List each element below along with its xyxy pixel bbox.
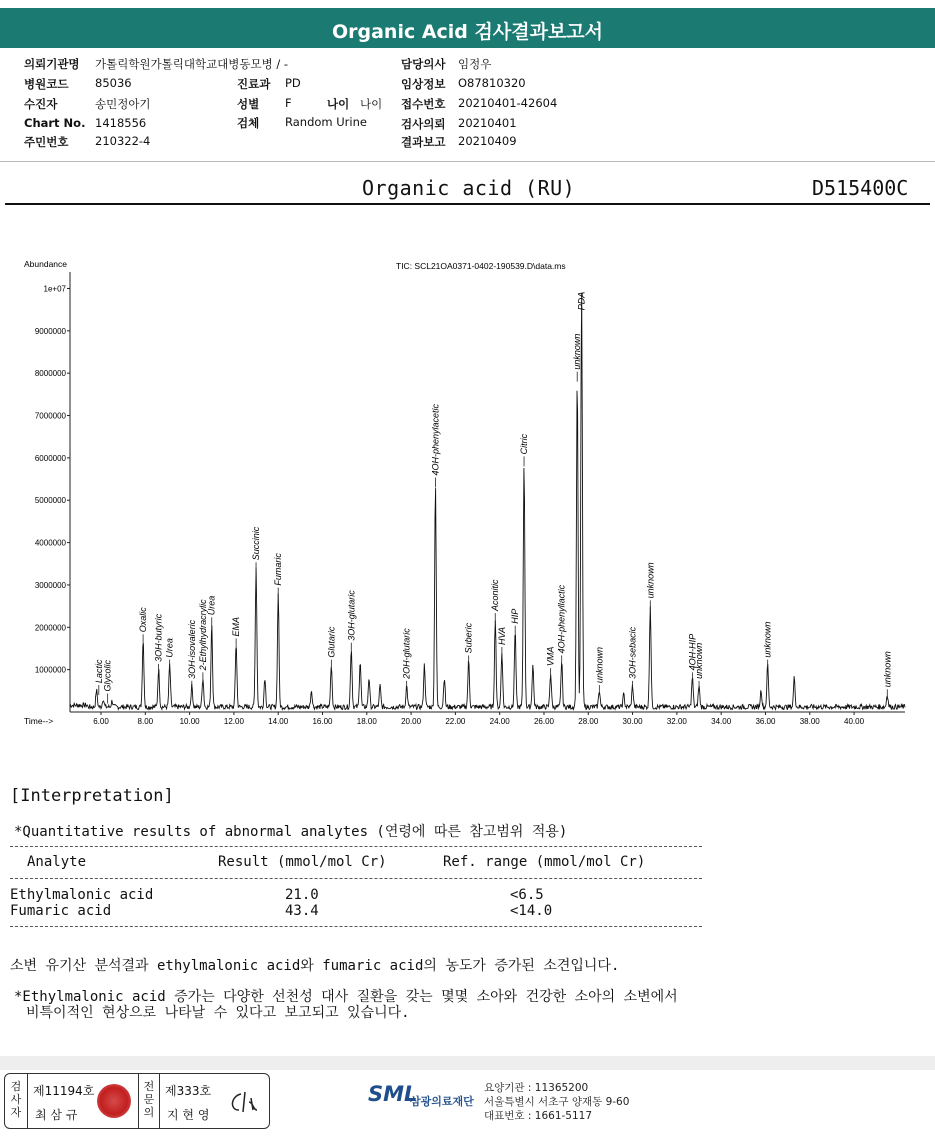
chart-xlabel: Time--> bbox=[24, 716, 54, 726]
peak-annotation bbox=[103, 660, 113, 704]
address: 서울특별시 서초구 양재동 9-60 bbox=[484, 1096, 630, 1108]
sample-label: 검체 bbox=[237, 116, 260, 130]
clinical-value: O87810320 bbox=[458, 76, 526, 90]
x-tick-label: 20.00 bbox=[401, 717, 422, 726]
chromatogram-chart bbox=[0, 250, 935, 740]
annotation-label: 2OH-glutaric bbox=[401, 628, 412, 679]
examiner-license: 제11194호 bbox=[33, 1084, 95, 1098]
annotation-label: Lactic bbox=[93, 659, 104, 684]
y-tick-label: 2000000 bbox=[34, 623, 66, 633]
x-tick-label: 24.00 bbox=[489, 717, 510, 726]
y-tick-label: 5000000 bbox=[34, 496, 66, 506]
annotation-label: 4OH-phenylacetic bbox=[430, 403, 441, 476]
result-value: 20210409 bbox=[458, 134, 517, 148]
y-tick-label: 7000000 bbox=[34, 411, 66, 421]
receipt-value: 20210401-42604 bbox=[458, 96, 558, 110]
y-tick-label: 4000000 bbox=[34, 538, 66, 548]
annotation-label: PDA bbox=[576, 291, 587, 311]
doctor-value: 임정우 bbox=[458, 57, 492, 71]
annotation-label: unknown bbox=[694, 642, 705, 679]
patient-info bbox=[0, 54, 935, 154]
peak-annotation bbox=[645, 562, 655, 610]
peak-annotation bbox=[154, 613, 164, 674]
dept-value: PD bbox=[285, 76, 301, 90]
org-info bbox=[484, 1081, 629, 1123]
peak-annotation bbox=[430, 403, 440, 487]
hospital-code-value: 85036 bbox=[95, 76, 132, 90]
annotation-label: 3OH-isovaleric bbox=[186, 619, 197, 679]
request-label: 검사의뢰 bbox=[401, 117, 446, 131]
chart-no-label: Chart No. bbox=[24, 116, 86, 130]
sample-value: Random Urine bbox=[285, 115, 367, 129]
y-tick-label: 3000000 bbox=[34, 580, 66, 590]
interpretation-comment: 소변 유기산 분석결과 ethylmalonic acid와 fumaric acid의 농도가 증가된 소견입니다. bbox=[10, 958, 620, 974]
annotation-label: EMA bbox=[231, 616, 242, 637]
interpretation-heading: [Interpretation] bbox=[10, 786, 174, 806]
signature-mark bbox=[227, 1088, 263, 1116]
annotation-label: 3OH-glutaric bbox=[346, 590, 357, 641]
x-tick-label: 22.00 bbox=[445, 717, 466, 726]
resident-no-label: 주민번호 bbox=[24, 135, 69, 149]
annotation-label: Suberic bbox=[463, 622, 474, 654]
row-analyte: Ethylmalonic acid bbox=[10, 887, 154, 903]
report-title: Organic Acid 검사결과보고서 bbox=[331, 21, 604, 43]
x-tick-label: 38.00 bbox=[799, 717, 820, 726]
annotation-label: Urea bbox=[206, 595, 217, 616]
y-tick-label: 8000000 bbox=[34, 369, 66, 379]
peak-annotation bbox=[187, 619, 197, 691]
peak-annotation bbox=[628, 626, 638, 691]
annotation-label: Succinic bbox=[251, 526, 262, 561]
peak-annotation bbox=[231, 617, 241, 649]
age-value: 나이 bbox=[360, 97, 383, 111]
specialist-name: 지 현 영 bbox=[167, 1108, 210, 1122]
col-ref: Ref. range (mmol/mol Cr) bbox=[443, 854, 646, 870]
specimen-value: 송민정아기 bbox=[95, 97, 151, 111]
peak-annotation bbox=[557, 584, 567, 665]
institution-label: 의뢰기관명 bbox=[24, 57, 80, 71]
y-tick-label: 9000000 bbox=[34, 326, 66, 336]
annotation-label: HIP bbox=[510, 608, 521, 624]
scan-title: Organic acid (RU) bbox=[362, 176, 576, 200]
row-ref: <6.5 bbox=[510, 887, 544, 903]
sex-value: F bbox=[285, 96, 292, 110]
annotation-label: Glycolic bbox=[102, 660, 113, 692]
peak-annotation bbox=[165, 638, 175, 670]
annotation-label: 3OH-butyric bbox=[153, 613, 164, 662]
annotation-label: unknown bbox=[882, 651, 893, 688]
annotation-label: unknown bbox=[645, 562, 656, 599]
table-bottom-rule bbox=[10, 926, 702, 927]
annotation-label: Urea bbox=[164, 638, 175, 658]
peak-annotation bbox=[763, 622, 773, 670]
peak-annotation bbox=[402, 628, 412, 691]
x-tick-label: 32.00 bbox=[666, 717, 687, 726]
y-tick-label: 1e+07 bbox=[43, 284, 66, 294]
doctor-label: 담당의사 bbox=[401, 57, 446, 71]
row-analyte: Fumaric acid bbox=[10, 903, 112, 919]
interpretation-note: *Quantitative results of abnormal analytes (연령에 따른 참고범위 적용) bbox=[14, 824, 568, 840]
specimen-label: 수진자 bbox=[24, 97, 58, 111]
annotation-label: unknown bbox=[762, 621, 773, 658]
peak-annotation bbox=[594, 647, 604, 695]
report-header bbox=[0, 8, 935, 48]
annotation-label: Glutaric bbox=[326, 626, 337, 658]
x-tick-label: 40.00 bbox=[844, 717, 865, 726]
peak-annotation bbox=[497, 627, 507, 657]
x-tick-label: 10.00 bbox=[179, 717, 200, 726]
chart-title: TIC: SCL21OA0371-0402-190539.D\data.ms bbox=[396, 261, 566, 271]
note-line: 비특이적인 현상으로 나타날 수 있다고 보고되고 있습니다. bbox=[26, 1005, 410, 1021]
annotation-label: unknown bbox=[572, 333, 583, 370]
row-ref: <14.0 bbox=[510, 903, 553, 919]
peak-annotation bbox=[346, 590, 356, 653]
x-tick-label: 28.00 bbox=[578, 717, 599, 726]
peak-annotation bbox=[577, 292, 587, 323]
y-tick-label: 1000000 bbox=[34, 665, 66, 675]
note-line: *Ethylmalonic acid 증가는 다양한 선천성 대사 질환을 갖는 몇몇 소아와 건강한 소아의 소변에서 bbox=[14, 989, 678, 1005]
peak-annotation bbox=[519, 433, 529, 466]
x-tick-label: 14.00 bbox=[268, 717, 289, 726]
examiner-name: 최 삼 규 bbox=[35, 1108, 78, 1122]
specialist-license: 제333호 bbox=[165, 1084, 212, 1098]
peak-annotation bbox=[694, 643, 704, 691]
receipt-label: 접수번호 bbox=[401, 97, 446, 111]
x-tick-label: 36.00 bbox=[755, 717, 776, 726]
x-tick-label: 34.00 bbox=[711, 717, 732, 726]
y-tick-label: 6000000 bbox=[34, 453, 66, 463]
row-result: 43.4 bbox=[285, 903, 319, 919]
interpretation-note-2 bbox=[14, 989, 794, 1021]
x-tick-label: 8.00 bbox=[137, 717, 154, 726]
annotation-label: unknown bbox=[594, 647, 605, 684]
x-tick-label: 12.00 bbox=[223, 717, 244, 726]
peak-annotation bbox=[207, 596, 217, 628]
hospital-code-label: 병원코드 bbox=[24, 77, 69, 91]
chart-no-value: 1418556 bbox=[95, 116, 147, 130]
annotation-label: Fumaric bbox=[273, 553, 284, 586]
request-value: 20210401 bbox=[458, 116, 517, 130]
clinical-label: 임상정보 bbox=[401, 77, 446, 91]
peak-annotation bbox=[138, 607, 148, 645]
x-tick-label: 6.00 bbox=[93, 717, 109, 726]
peak-annotation bbox=[490, 579, 500, 623]
examiner-vert-label: 검사자 bbox=[10, 1080, 22, 1119]
annotation-label: VMA bbox=[545, 646, 556, 667]
divider bbox=[0, 161, 935, 162]
annotation-label: Citric bbox=[519, 433, 530, 455]
age-label: 나이 bbox=[327, 97, 350, 111]
col-result: Result (mmol/mol Cr) bbox=[218, 854, 387, 870]
annotation-label: 4OH-phenyllactic bbox=[556, 584, 567, 654]
phone: 대표번호 : 1661-5117 bbox=[484, 1110, 593, 1122]
col-analyte: Analyte bbox=[27, 854, 87, 870]
row-result: 21.0 bbox=[285, 887, 319, 903]
seal-stamp bbox=[97, 1084, 131, 1118]
signature-box bbox=[4, 1073, 270, 1129]
result-label: 결과보고 bbox=[401, 135, 446, 149]
x-tick-label: 30.00 bbox=[622, 717, 643, 726]
chart-annotations bbox=[94, 292, 892, 704]
chart-ylabel: Abundance bbox=[24, 259, 68, 269]
annotation-label: Oxalic bbox=[138, 607, 149, 633]
institution-value: 가톨릭학원가톨릭대학교대병동모병 / - bbox=[95, 57, 289, 71]
resident-no-value: 210322-4 bbox=[95, 134, 151, 148]
peak-annotation bbox=[510, 609, 520, 636]
specialist-vert-label: 전문의 bbox=[143, 1080, 155, 1119]
x-tick-label: 26.00 bbox=[533, 717, 554, 726]
peak-annotation bbox=[464, 622, 474, 665]
care-number: 요양기관 : 11365200 bbox=[484, 1082, 589, 1094]
peak-annotation bbox=[251, 526, 261, 572]
annotation-label: 3OH-sebacic bbox=[627, 626, 638, 679]
scan-rule bbox=[5, 203, 930, 205]
table-top-rule bbox=[10, 846, 702, 847]
scan-code: D515400C bbox=[812, 176, 909, 200]
annotation-label: Aconitic bbox=[490, 579, 501, 612]
sml-logo-sub: 삼광의료재단 bbox=[410, 1095, 474, 1108]
sml-logo: SML bbox=[368, 1082, 418, 1106]
annotation-label: HVA bbox=[496, 626, 507, 645]
footer-band bbox=[0, 1056, 935, 1070]
annotation-label: 2-Ethylhydracrylic bbox=[197, 599, 208, 671]
x-tick-label: 16.00 bbox=[312, 717, 333, 726]
dept-label: 진료과 bbox=[237, 77, 271, 91]
peak-annotation bbox=[273, 553, 283, 598]
table-header-rule bbox=[10, 878, 702, 879]
peak-annotation bbox=[326, 626, 336, 670]
peak-annotation bbox=[546, 647, 556, 679]
x-tick-label: 18.00 bbox=[356, 717, 377, 726]
peak-annotation bbox=[882, 651, 892, 699]
sex-label: 성별 bbox=[237, 97, 260, 111]
annotation-label: 4OH-HIP bbox=[687, 633, 698, 671]
